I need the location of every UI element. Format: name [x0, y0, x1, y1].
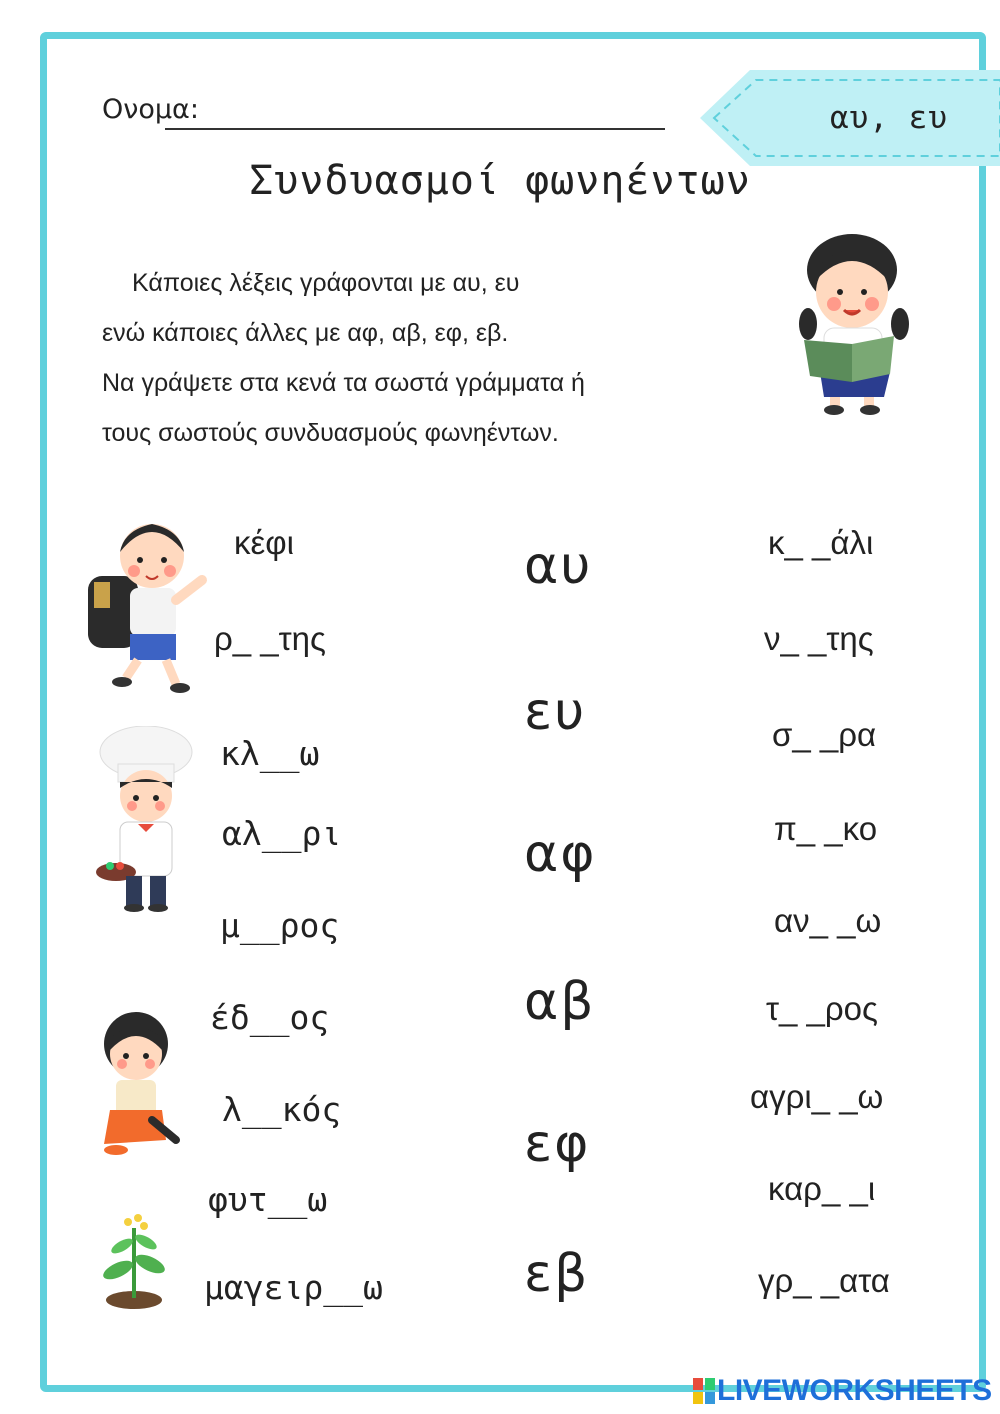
instruction-line: ενώ κάποιες άλλες με αφ, αβ, εφ, εβ.: [102, 319, 509, 347]
instruction-line: τους σωστούς συνδυασμούς φωνηέντων.: [102, 419, 559, 447]
plant-sprout-illustration: [98, 1212, 168, 1316]
liveworksheets-brand: LIVEWORKSHEETS: [717, 1374, 992, 1407]
schoolboy-illustration: [84, 516, 214, 700]
name-input-line[interactable]: [165, 128, 665, 130]
combination-label: εβ: [524, 1244, 590, 1304]
liveworksheets-logo-icon: [693, 1378, 715, 1404]
right-word[interactable]: σ_ _ρα: [772, 716, 877, 753]
combination-label: εφ: [524, 1114, 591, 1174]
left-word[interactable]: ρ_ _της: [214, 620, 326, 657]
gardening-girl-illustration: [96, 1010, 186, 1164]
combination-label: ευ: [524, 682, 587, 742]
right-word[interactable]: τ_ _ρος: [766, 990, 878, 1027]
name-label: Ονομα:: [102, 94, 199, 125]
combination-label: αφ: [524, 824, 597, 884]
instructions: [102, 258, 802, 458]
chef-boy-illustration: [94, 726, 204, 920]
right-word[interactable]: αγρι_ _ω: [750, 1078, 884, 1115]
left-word[interactable]: αλ__ρι: [222, 814, 342, 853]
left-word[interactable]: φυτ__ω: [208, 1180, 328, 1219]
left-word: κέφι: [234, 524, 294, 561]
topic-tag-label: αυ, ευ: [830, 100, 948, 136]
girl-reading-illustration: [790, 232, 920, 421]
combination-label: αυ: [524, 536, 593, 596]
right-word[interactable]: κ_ _άλι: [768, 524, 874, 561]
right-word[interactable]: π_ _κο: [774, 810, 878, 847]
instruction-line: Κάποιες λέξεις γράφονται με αυ, ευ: [132, 269, 520, 297]
left-word[interactable]: έδ__ος: [210, 998, 330, 1037]
left-word[interactable]: λ__κός: [222, 1090, 342, 1129]
right-word[interactable]: γρ_ _ατα: [758, 1262, 890, 1299]
left-word[interactable]: κλ__ω: [220, 734, 320, 773]
left-word[interactable]: μ__ρος: [220, 906, 340, 945]
instruction-line: Να γράψετε στα κενά τα σωστά γράμματα ή: [102, 369, 585, 397]
right-word[interactable]: καρ_ _ι: [768, 1170, 876, 1207]
combination-label: αβ: [524, 972, 596, 1032]
left-word[interactable]: μαγειρ__ω: [204, 1268, 383, 1307]
right-word[interactable]: αν_ _ω: [774, 902, 882, 939]
page-title: Συνδυασμοί φωνηέντων: [249, 158, 751, 204]
right-word[interactable]: ν_ _της: [764, 620, 874, 657]
